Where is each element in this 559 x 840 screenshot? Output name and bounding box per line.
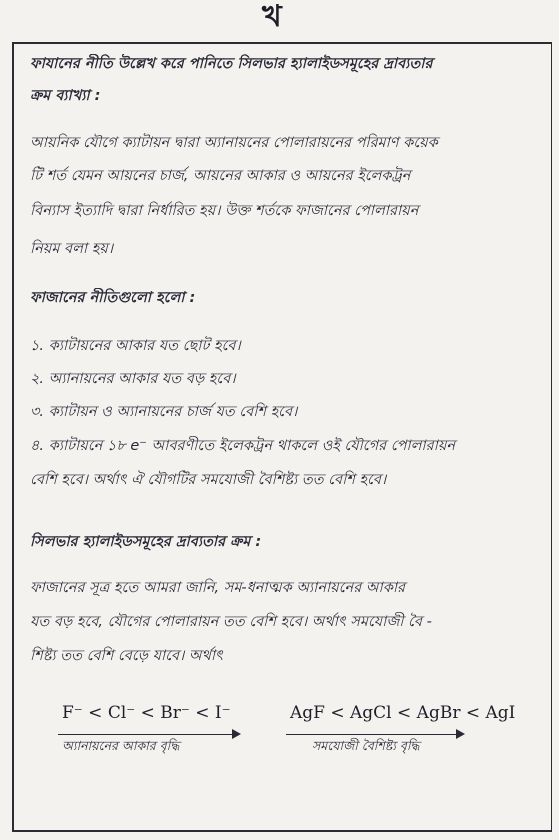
paragraph-1-line-4: নিয়ম বলা হয়। [30, 241, 114, 257]
paragraph-1-line-1: আয়নিক যৌগে ক্যাটায়ন দ্বারা অ্যানায়নের পোলারায়নের পরিমাণ কয়েক [30, 135, 438, 151]
rule-3: ৩. ক্যাটায়ন ও অ্যানায়নের চার্জ যত বেশি হবে। [30, 404, 298, 420]
covalent-caption: সমযোজী বৈশিষ্ট্য বৃদ্ধি [312, 738, 420, 753]
paragraph-2-line-3: শিষ্ট্য তত বেশি বেড়ে যাবে। অর্থাৎ [30, 648, 223, 664]
rule-1: ১. ক্যাটায়নের আকার যত ছোট হবে। [30, 338, 241, 354]
rule-4-line-2: বেশি হবে। অর্থাৎ ঐ যৌগটির সমযোজী বৈশিষ্ট্য তত বেশি হবে। [30, 472, 387, 488]
rule-4-line-1: ৪. ক্যাটায়নে ১৮ e⁻ আবরণীতে ইলেকট্রন থাকলে ওই যৌগের পোলারায়ন [30, 438, 456, 454]
paragraph-1-line-2: টি শর্ত যেমন আয়নের চার্জ, আয়নের আকার ও আয়নের ইলেকট্রন [30, 168, 411, 184]
question-line-1: ফাযানের নীতি উল্লেখ করে পানিতে সিলভার হ্যালাইডসমূহের দ্রাব্যতার [30, 56, 433, 72]
covalent-character-series: AgF < AgCl < AgBr < AgI [290, 703, 516, 723]
anion-size-arrow-head [232, 729, 241, 739]
order-heading: সিলভার হ্যালাইডসমূহের দ্রাব্যতার ক্রম : [30, 534, 262, 550]
paragraph-2-line-1: ফাজানের সূত্র হতে আমরা জানি, সম-ধনাত্মক অ্যানায়নের আকার [30, 580, 406, 596]
part-label: খ [262, 0, 282, 34]
anion-size-caption: অ্যানায়নের আকার বৃদ্ধি [62, 738, 180, 753]
anion-size-arrow-shaft [58, 734, 234, 735]
question-line-2: ক্রম ব্যাখ্যা : [30, 88, 101, 104]
rule-2: ২. অ্যানায়নের আকার যত বড় হবে। [30, 371, 236, 387]
paragraph-2-line-2: যত বড় হবে, যৌগের পোলারায়ন তত বেশি হবে। অর্থাৎ সমযোজী বৈ - [30, 614, 432, 630]
paragraph-1-line-3: বিন্যাস ইত্যাদি দ্বারা নির্ধারিত হয়। উক্ত শর্তকে ফাজানের পোলারায়ন [30, 203, 419, 219]
rules-heading: ফাজানের নীতিগুলো হলো : [30, 290, 196, 306]
covalent-arrow-shaft [286, 734, 458, 735]
anion-size-series: F⁻ < Cl⁻ < Br⁻ < I⁻ [62, 703, 231, 723]
covalent-arrow-head [456, 729, 465, 739]
